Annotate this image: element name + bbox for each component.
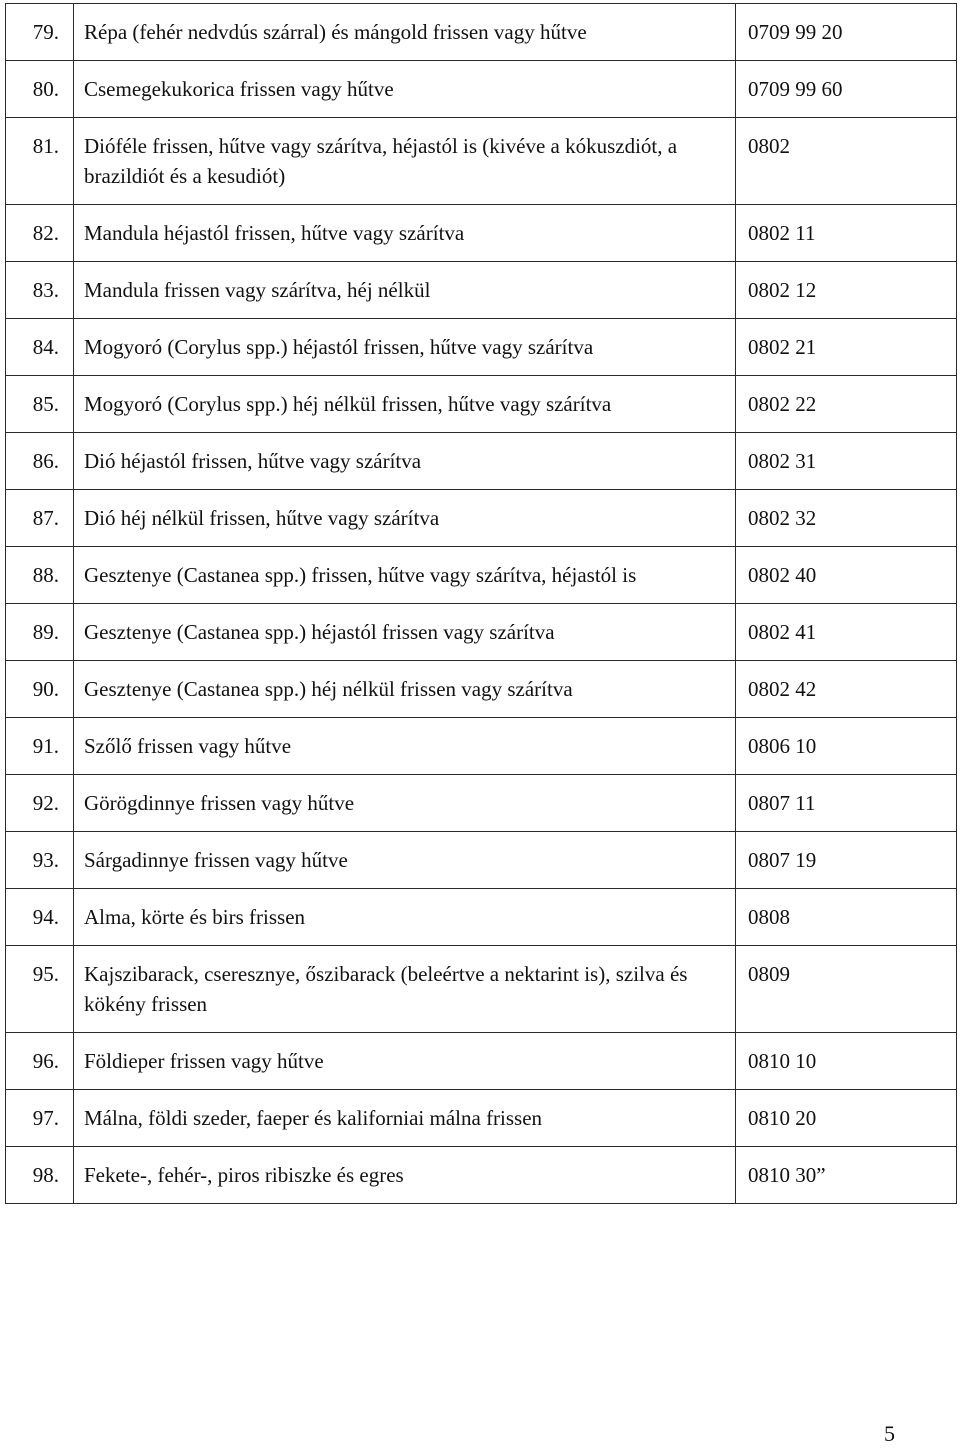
product-description: Szőlő frissen vagy hűtve — [74, 718, 736, 775]
customs-code: 0802 12 — [736, 262, 957, 319]
customs-code: 0802 — [736, 118, 957, 205]
customs-code: 0802 22 — [736, 376, 957, 433]
row-number: 82. — [6, 205, 74, 262]
table-row — [6, 661, 957, 718]
row-number: 93. — [6, 832, 74, 889]
customs-code: 0807 11 — [736, 775, 957, 832]
row-number: 85. — [6, 376, 74, 433]
table-row — [6, 433, 957, 490]
product-description: Dió héj nélkül frissen, hűtve vagy szárítva — [74, 490, 736, 547]
customs-code: 0802 31 — [736, 433, 957, 490]
row-number: 84. — [6, 319, 74, 376]
customs-code: 0802 11 — [736, 205, 957, 262]
table-row — [6, 946, 957, 1033]
product-description: Gesztenye (Castanea spp.) héjastól frissen vagy szárítva — [74, 604, 736, 661]
table-row — [6, 61, 957, 118]
product-description: Dióféle frissen, hűtve vagy szárítva, héjastól is (kivéve a kókuszdiót, a brazildiót és a kesudiót) — [74, 118, 736, 205]
customs-code: 0802 42 — [736, 661, 957, 718]
product-description: Répa (fehér nedvdús szárral) és mángold frissen vagy hűtve — [74, 4, 736, 61]
product-description: Dió héjastól frissen, hűtve vagy szárítva — [74, 433, 736, 490]
table-row — [6, 262, 957, 319]
product-code-table — [5, 3, 957, 1204]
table-row — [6, 118, 957, 205]
page-number: 5 — [884, 1421, 895, 1446]
row-number: 88. — [6, 547, 74, 604]
customs-code: 0709 99 60 — [736, 61, 957, 118]
table-row — [6, 547, 957, 604]
row-number: 97. — [6, 1090, 74, 1147]
row-number: 95. — [6, 946, 74, 1033]
table-row — [6, 205, 957, 262]
customs-code: 0810 10 — [736, 1033, 957, 1090]
table-row — [6, 4, 957, 61]
row-number: 81. — [6, 118, 74, 205]
row-number: 86. — [6, 433, 74, 490]
row-number: 79. — [6, 4, 74, 61]
product-description: Mogyoró (Corylus spp.) héj nélkül frissen, hűtve vagy szárítva — [74, 376, 736, 433]
row-number: 92. — [6, 775, 74, 832]
product-description: Málna, földi szeder, faeper és kaliforniai málna frissen — [74, 1090, 736, 1147]
product-description: Mogyoró (Corylus spp.) héjastól frissen, hűtve vagy szárítva — [74, 319, 736, 376]
product-description: Gesztenye (Castanea spp.) héj nélkül frissen vagy szárítva — [74, 661, 736, 718]
product-description: Mandula frissen vagy szárítva, héj nélkül — [74, 262, 736, 319]
customs-code: 0802 40 — [736, 547, 957, 604]
product-description: Csemegekukorica frissen vagy hűtve — [74, 61, 736, 118]
row-number: 98. — [6, 1147, 74, 1204]
row-number: 91. — [6, 718, 74, 775]
row-number: 90. — [6, 661, 74, 718]
product-description: Gesztenye (Castanea spp.) frissen, hűtve vagy szárítva, héjastól is — [74, 547, 736, 604]
customs-code: 0709 99 20 — [736, 4, 957, 61]
customs-code: 0802 21 — [736, 319, 957, 376]
row-number: 96. — [6, 1033, 74, 1090]
product-description: Mandula héjastól frissen, hűtve vagy szárítva — [74, 205, 736, 262]
row-number: 80. — [6, 61, 74, 118]
product-description: Görögdinnye frissen vagy hűtve — [74, 775, 736, 832]
row-number: 83. — [6, 262, 74, 319]
table-row — [6, 490, 957, 547]
product-description: Alma, körte és birs frissen — [74, 889, 736, 946]
table-row — [6, 319, 957, 376]
product-description: Kajszibarack, cseresznye, őszibarack (beleértve a nektarint is), szilva és kökény frissen — [74, 946, 736, 1033]
table-row — [6, 376, 957, 433]
row-number: 94. — [6, 889, 74, 946]
product-description: Sárgadinnye frissen vagy hűtve — [74, 832, 736, 889]
table-row — [6, 889, 957, 946]
table-row — [6, 718, 957, 775]
table-row — [6, 1147, 957, 1204]
customs-code: 0802 41 — [736, 604, 957, 661]
customs-code: 0808 — [736, 889, 957, 946]
customs-code: 0807 19 — [736, 832, 957, 889]
product-description: Földieper frissen vagy hűtve — [74, 1033, 736, 1090]
product-description: Fekete-, fehér-, piros ribiszke és egres — [74, 1147, 736, 1204]
table-body — [6, 4, 957, 1204]
table-row — [6, 775, 957, 832]
table-row — [6, 1090, 957, 1147]
row-number: 87. — [6, 490, 74, 547]
table-row — [6, 1033, 957, 1090]
customs-code: 0809 — [736, 946, 957, 1033]
row-number: 89. — [6, 604, 74, 661]
customs-code: 0810 20 — [736, 1090, 957, 1147]
customs-code: 0806 10 — [736, 718, 957, 775]
customs-code: 0810 30” — [736, 1147, 957, 1204]
table-row — [6, 604, 957, 661]
customs-code: 0802 32 — [736, 490, 957, 547]
table-row — [6, 832, 957, 889]
